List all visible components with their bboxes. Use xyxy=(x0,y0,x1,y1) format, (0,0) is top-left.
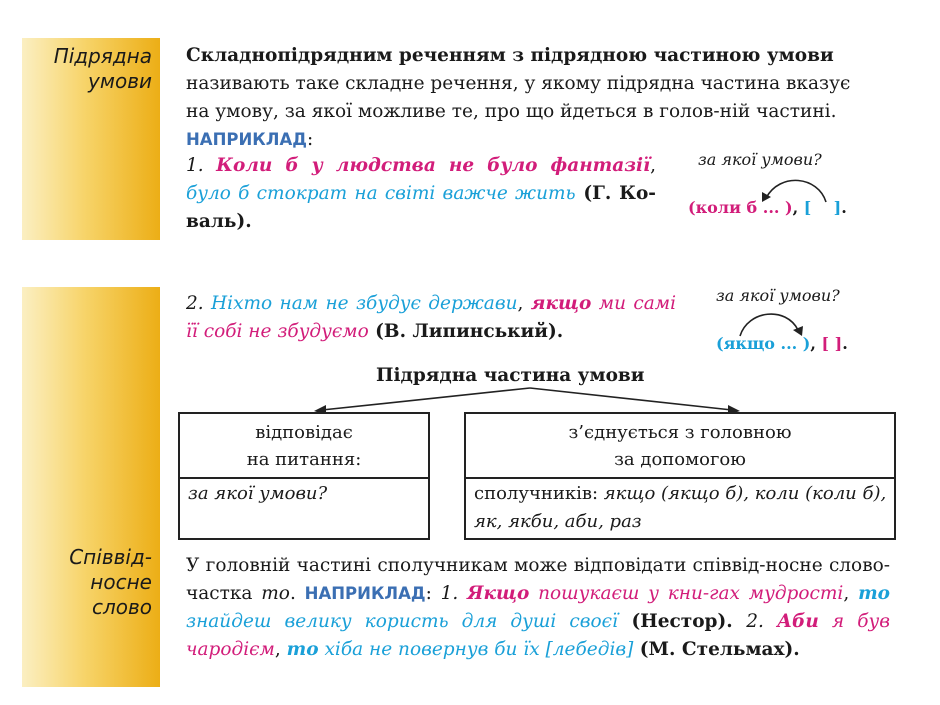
diagram-2-subordinate: [ ] xyxy=(821,334,843,353)
example-2-source: (В. Липинський). xyxy=(368,321,564,342)
example-4-conjunction: Аби xyxy=(776,611,819,632)
correlative-dot: . xyxy=(289,583,305,604)
example-4-source: (М. Стельмах). xyxy=(633,639,800,660)
example-1-clause-conditional: Коли б у людства не було фантазії xyxy=(216,155,651,176)
example-3-number: 1. xyxy=(440,583,459,604)
example-4-clause-main: хіба не повернув би їх [лебедів] xyxy=(324,639,634,660)
diagram-2-main: (якщо ... ) xyxy=(716,334,811,353)
example-3-source: (Нестор). xyxy=(617,611,747,632)
definition-text: називають таке складне речення, у якому підрядна частина вказує на умову, за якої можливе те, про що йдеться в голов-ній частині. xyxy=(186,73,851,122)
example-3-correlative: то xyxy=(858,583,890,604)
example-2-conjunction: якщо xyxy=(530,293,592,314)
example-1 xyxy=(186,152,656,236)
diagram-2-formula xyxy=(716,334,848,353)
scheme-box-question-header: відповідає на питання: xyxy=(180,414,428,479)
section-label-correlative: Співвід- носне слово xyxy=(69,545,152,619)
diagram-2-sep: , xyxy=(810,334,816,353)
correlative-word: то xyxy=(261,583,290,604)
example-4-number: 2. xyxy=(746,611,764,632)
scheme-box-connection xyxy=(464,412,896,540)
diagram-1-sep: , xyxy=(792,198,799,217)
diagram-1-subordinate: (коли б ... ) xyxy=(688,198,793,217)
example-1-source: (Г. Ко-валь). xyxy=(186,183,656,232)
scheme-box-connection-header: з’єднується з головною за допомогою xyxy=(466,414,894,479)
diagram-1-question: за якої умови? xyxy=(698,150,822,169)
scheme-box-connection-body xyxy=(474,480,888,536)
diagram-2-question: за якої умови? xyxy=(716,286,840,305)
example-3-conjunction: Якщо xyxy=(467,583,530,604)
example-2-comma: , xyxy=(517,293,524,314)
definition-term: Складнопідрядним реченням з підрядною частиною умови xyxy=(186,45,834,66)
conjunctions-list: якщо (якщо б), коли (коли б), як, якби, аби, раз xyxy=(474,483,887,532)
diagram-1-main: [ ] xyxy=(803,198,842,217)
definition-paragraph xyxy=(186,42,856,154)
example-tag-2: НАПРИКЛАД xyxy=(304,584,426,603)
example-4-correlative: то xyxy=(286,639,319,660)
section-band-condition xyxy=(22,38,160,240)
diagram-1-formula xyxy=(688,198,847,217)
diagram-1-end: . xyxy=(841,198,847,217)
example-3-clause-conditional: пошукаєш у кни-гах мудрості xyxy=(538,583,844,604)
diagram-2-end: . xyxy=(842,334,848,353)
example-3-comma: , xyxy=(843,583,850,604)
scheme-box-question-body: за якої умови? xyxy=(188,483,328,504)
example-tag: НАПРИКЛАД xyxy=(186,130,307,149)
example-1-comma: , xyxy=(650,155,656,176)
section-label-condition: Підрядна умови xyxy=(53,44,152,93)
example-1-number: 1. xyxy=(186,155,204,176)
example-4-clause-conditional: я був чародієм xyxy=(186,611,890,660)
example-2-clause-main: Ніхто нам не збудує держави xyxy=(211,293,518,314)
scheme-box-question xyxy=(178,412,430,540)
conjunctions-label: сполучників: xyxy=(474,483,604,504)
example-colon: : xyxy=(306,129,314,150)
correlative-paragraph xyxy=(186,552,890,664)
scheme-title: Підрядна частина умови xyxy=(376,365,645,386)
section-band-examples xyxy=(22,287,160,687)
correlative-text: У головній частині сполучникам може відповідати співвід-носне слово-частка xyxy=(186,555,890,604)
example-3-clause-main: знайдеш велику користь для душі своєї xyxy=(186,611,618,632)
example-2 xyxy=(186,290,676,346)
example-1-clause-main: було б стократ на світі важче жить xyxy=(186,183,576,204)
example-colon-2: : xyxy=(425,583,441,604)
example-2-clause-conditional: ми самі її собі не збудуємо xyxy=(186,293,677,342)
example-2-number: 2. xyxy=(186,293,204,314)
example-4-comma: , xyxy=(274,639,281,660)
